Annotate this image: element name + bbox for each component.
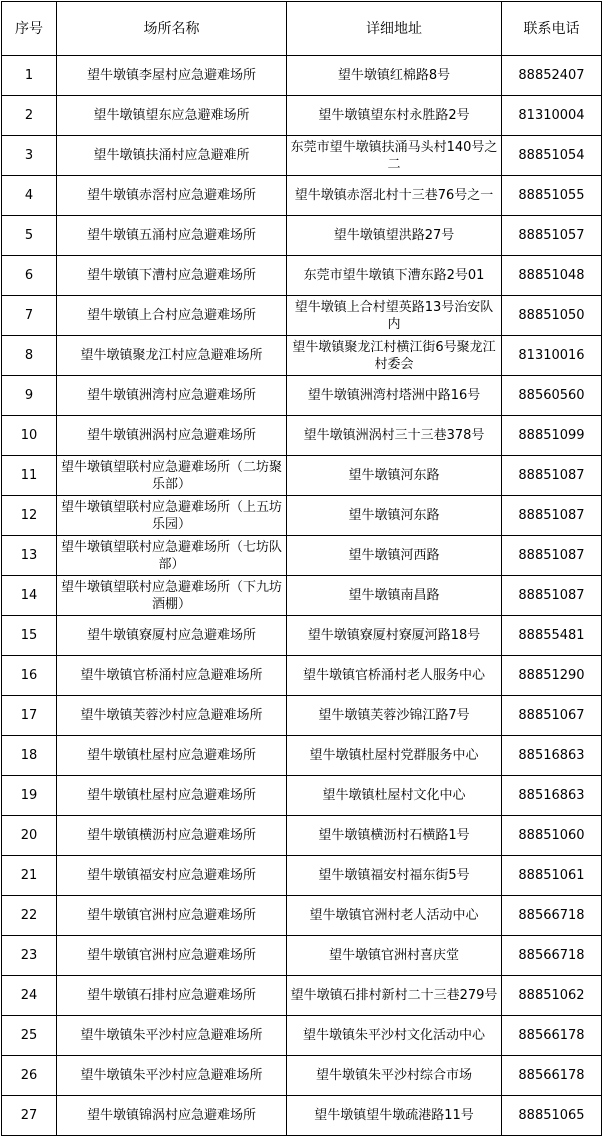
address-cell: 望牛墩镇芙蓉沙锦江路7号 bbox=[287, 696, 502, 736]
address-cell: 望牛墩镇河东路 bbox=[287, 456, 502, 496]
table-row bbox=[2, 616, 602, 656]
address-cell: 望牛墩镇福安村福东街5号 bbox=[287, 856, 502, 896]
place-name-cell: 望牛墩镇朱平沙村应急避难场所 bbox=[57, 1056, 287, 1096]
phone-cell: 88566718 bbox=[502, 896, 602, 936]
index-cell: 18 bbox=[2, 736, 57, 776]
index-cell: 21 bbox=[2, 856, 57, 896]
index-cell: 20 bbox=[2, 816, 57, 856]
place-name-cell: 望牛墩镇官洲村应急避难场所 bbox=[57, 936, 287, 976]
place-name-cell: 望牛墩镇杜屋村应急避难场所 bbox=[57, 736, 287, 776]
table-row bbox=[2, 376, 602, 416]
table-row bbox=[2, 1056, 602, 1096]
table-row bbox=[2, 856, 602, 896]
phone-cell: 88516863 bbox=[502, 776, 602, 816]
table-row bbox=[2, 1016, 602, 1056]
table-row bbox=[2, 736, 602, 776]
place-name-cell: 望牛墩镇望联村应急避难场所（二坊聚乐部） bbox=[57, 456, 287, 496]
table-row bbox=[2, 656, 602, 696]
index-cell: 26 bbox=[2, 1056, 57, 1096]
place-name-cell: 望牛墩镇福安村应急避难场所 bbox=[57, 856, 287, 896]
address-cell: 望牛墩镇上合村望英路13号治安队内 bbox=[287, 296, 502, 336]
phone-cell: 88851060 bbox=[502, 816, 602, 856]
phone-cell: 88851065 bbox=[502, 1096, 602, 1136]
index-cell: 2 bbox=[2, 96, 57, 136]
address-cell: 望牛墩镇洲涡村三十三巷378号 bbox=[287, 416, 502, 456]
header-phone: 联系电话 bbox=[502, 2, 602, 56]
index-cell: 9 bbox=[2, 376, 57, 416]
phone-cell: 88851099 bbox=[502, 416, 602, 456]
index-cell: 6 bbox=[2, 256, 57, 296]
place-name-cell: 望牛墩镇李屋村应急避难场所 bbox=[57, 56, 287, 96]
table-row bbox=[2, 496, 602, 536]
table-row bbox=[2, 536, 602, 576]
place-name-cell: 望牛墩镇洲湾村应急避难场所 bbox=[57, 376, 287, 416]
table-row bbox=[2, 256, 602, 296]
phone-cell: 88851087 bbox=[502, 456, 602, 496]
place-name-cell: 望牛墩镇五涌村应急避难场所 bbox=[57, 216, 287, 256]
index-cell: 3 bbox=[2, 136, 57, 176]
index-cell: 10 bbox=[2, 416, 57, 456]
place-name-cell: 望牛墩镇芙蓉沙村应急避难场所 bbox=[57, 696, 287, 736]
phone-cell: 88566178 bbox=[502, 1016, 602, 1056]
shelter-table bbox=[1, 1, 602, 1136]
place-name-cell: 望牛墩镇下漕村应急避难场所 bbox=[57, 256, 287, 296]
place-name-cell: 望牛墩镇杜屋村应急避难场所 bbox=[57, 776, 287, 816]
phone-cell: 88851050 bbox=[502, 296, 602, 336]
index-cell: 22 bbox=[2, 896, 57, 936]
phone-cell: 88851054 bbox=[502, 136, 602, 176]
table-row bbox=[2, 976, 602, 1016]
place-name-cell: 望牛墩镇赤滘村应急避难场所 bbox=[57, 176, 287, 216]
table-row bbox=[2, 816, 602, 856]
address-cell: 望牛墩镇红棉路8号 bbox=[287, 56, 502, 96]
table-row bbox=[2, 136, 602, 176]
address-cell: 望牛墩镇望牛墩疏港路11号 bbox=[287, 1096, 502, 1136]
phone-cell: 88560560 bbox=[502, 376, 602, 416]
address-cell: 东莞市望牛墩镇下漕东路2号01 bbox=[287, 256, 502, 296]
address-cell: 望牛墩镇望东村永胜路2号 bbox=[287, 96, 502, 136]
phone-cell: 88851061 bbox=[502, 856, 602, 896]
place-name-cell: 望牛墩镇锦涡村应急避难场所 bbox=[57, 1096, 287, 1136]
index-cell: 24 bbox=[2, 976, 57, 1016]
place-name-cell: 望牛墩镇横沥村应急避难场所 bbox=[57, 816, 287, 856]
phone-cell: 88852407 bbox=[502, 56, 602, 96]
place-name-cell: 望牛墩镇官洲村应急避难场所 bbox=[57, 896, 287, 936]
address-cell: 望牛墩镇洲湾村塔洲中路16号 bbox=[287, 376, 502, 416]
table-row bbox=[2, 176, 602, 216]
address-cell: 望牛墩镇寮厦村寮厦河路18号 bbox=[287, 616, 502, 656]
table-row bbox=[2, 776, 602, 816]
index-cell: 19 bbox=[2, 776, 57, 816]
place-name-cell: 望牛墩镇官桥涌村应急避难场所 bbox=[57, 656, 287, 696]
index-cell: 15 bbox=[2, 616, 57, 656]
table-row bbox=[2, 416, 602, 456]
phone-cell: 81310016 bbox=[502, 336, 602, 376]
address-cell: 望牛墩镇杜屋村党群服务中心 bbox=[287, 736, 502, 776]
header-place-name: 场所名称 bbox=[57, 2, 287, 56]
place-name-cell: 望牛墩镇扶涌村应急避难所 bbox=[57, 136, 287, 176]
address-cell: 东莞市望牛墩镇扶涌马头村140号之二 bbox=[287, 136, 502, 176]
place-name-cell: 望牛墩镇上合村应急避难场所 bbox=[57, 296, 287, 336]
table-row bbox=[2, 56, 602, 96]
address-cell: 望牛墩镇南昌路 bbox=[287, 576, 502, 616]
place-name-cell: 望牛墩镇朱平沙村应急避难场所 bbox=[57, 1016, 287, 1056]
index-cell: 1 bbox=[2, 56, 57, 96]
table-body bbox=[2, 56, 602, 1136]
place-name-cell: 望牛墩镇望东应急避难场所 bbox=[57, 96, 287, 136]
phone-cell: 88851055 bbox=[502, 176, 602, 216]
table-row bbox=[2, 896, 602, 936]
address-cell: 望牛墩镇横沥村石横路1号 bbox=[287, 816, 502, 856]
index-cell: 27 bbox=[2, 1096, 57, 1136]
address-cell: 望牛墩镇朱平沙村文化活动中心 bbox=[287, 1016, 502, 1056]
index-cell: 5 bbox=[2, 216, 57, 256]
table-header-row bbox=[2, 2, 602, 56]
index-cell: 12 bbox=[2, 496, 57, 536]
address-cell: 望牛墩镇赤滘北村十三巷76号之一 bbox=[287, 176, 502, 216]
place-name-cell: 望牛墩镇洲涡村应急避难场所 bbox=[57, 416, 287, 456]
phone-cell: 88855481 bbox=[502, 616, 602, 656]
index-cell: 25 bbox=[2, 1016, 57, 1056]
phone-cell: 88516863 bbox=[502, 736, 602, 776]
address-cell: 望牛墩镇河西路 bbox=[287, 536, 502, 576]
address-cell: 望牛墩镇官洲村喜庆堂 bbox=[287, 936, 502, 976]
address-cell: 望牛墩镇望洪路27号 bbox=[287, 216, 502, 256]
phone-cell: 88851087 bbox=[502, 496, 602, 536]
table-row bbox=[2, 936, 602, 976]
table-row bbox=[2, 216, 602, 256]
address-cell: 望牛墩镇官洲村老人活动中心 bbox=[287, 896, 502, 936]
phone-cell: 88851290 bbox=[502, 656, 602, 696]
address-cell: 望牛墩镇石排村新村二十三巷279号 bbox=[287, 976, 502, 1016]
index-cell: 16 bbox=[2, 656, 57, 696]
address-cell: 望牛墩镇官桥涌村老人服务中心 bbox=[287, 656, 502, 696]
header-address: 详细地址 bbox=[287, 2, 502, 56]
phone-cell: 88566178 bbox=[502, 1056, 602, 1096]
address-cell: 望牛墩镇杜屋村文化中心 bbox=[287, 776, 502, 816]
phone-cell: 88851062 bbox=[502, 976, 602, 1016]
phone-cell: 81310004 bbox=[502, 96, 602, 136]
table-row bbox=[2, 456, 602, 496]
header-index: 序号 bbox=[2, 2, 57, 56]
table-row bbox=[2, 1096, 602, 1136]
index-cell: 4 bbox=[2, 176, 57, 216]
table-row bbox=[2, 696, 602, 736]
place-name-cell: 望牛墩镇望联村应急避难场所（下九坊酒棚） bbox=[57, 576, 287, 616]
phone-cell: 88851067 bbox=[502, 696, 602, 736]
phone-cell: 88851048 bbox=[502, 256, 602, 296]
table-row bbox=[2, 336, 602, 376]
address-cell: 望牛墩镇聚龙江村横江街6号聚龙江村委会 bbox=[287, 336, 502, 376]
index-cell: 17 bbox=[2, 696, 57, 736]
phone-cell: 88851087 bbox=[502, 576, 602, 616]
index-cell: 14 bbox=[2, 576, 57, 616]
index-cell: 11 bbox=[2, 456, 57, 496]
place-name-cell: 望牛墩镇望联村应急避难场所（七坊队部） bbox=[57, 536, 287, 576]
table-row bbox=[2, 576, 602, 616]
table-row bbox=[2, 296, 602, 336]
phone-cell: 88566718 bbox=[502, 936, 602, 976]
address-cell: 望牛墩镇河东路 bbox=[287, 496, 502, 536]
place-name-cell: 望牛墩镇聚龙江村应急避难场所 bbox=[57, 336, 287, 376]
place-name-cell: 望牛墩镇寮厦村应急避难场所 bbox=[57, 616, 287, 656]
index-cell: 13 bbox=[2, 536, 57, 576]
phone-cell: 88851057 bbox=[502, 216, 602, 256]
phone-cell: 88851087 bbox=[502, 536, 602, 576]
index-cell: 23 bbox=[2, 936, 57, 976]
index-cell: 8 bbox=[2, 336, 57, 376]
place-name-cell: 望牛墩镇石排村应急避难场所 bbox=[57, 976, 287, 1016]
place-name-cell: 望牛墩镇望联村应急避难场所（上五坊乐园） bbox=[57, 496, 287, 536]
address-cell: 望牛墩镇朱平沙村综合市场 bbox=[287, 1056, 502, 1096]
index-cell: 7 bbox=[2, 296, 57, 336]
table-row bbox=[2, 96, 602, 136]
